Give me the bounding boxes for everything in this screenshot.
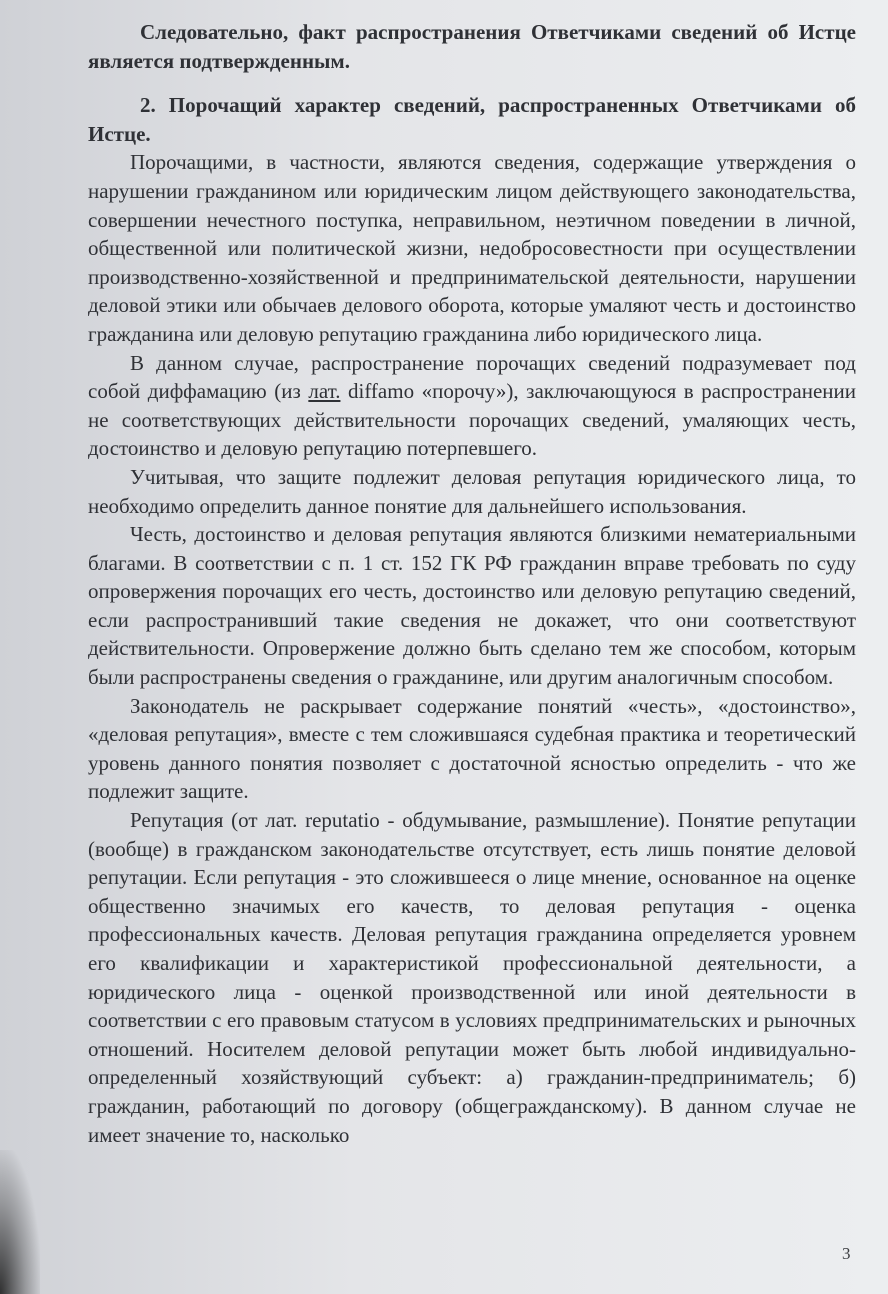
photo-shadow xyxy=(0,1150,40,1294)
paragraph-reputation: Репутация (от лат. reputatio - обдумывание, размышление). Понятие репутации (вообще) в гражданском законодательстве отсутствует, есть лишь понятие деловой репутации. Если репутация - это сложившееся о лице мнение, основанное на оценке общественно значимых его качеств, то деловая репутация - оценка профессиональных качеств. Деловая репутация гражданина определяется уровнем его квалификации и характеристикой профессиональной деятельности, а юридического лица - оценкой производственной или иной деятельности в соответствии с его правовым статусом в условиях предпринимательских и рыночных отношений. Носителем деловой репутации может быть любой индивидуально-определенный хозяйствующий субъект: а) гражданин-предприниматель; б) гражданин, работающий по договору (общегражданскому). В данном случае не имеет значение то, насколько xyxy=(88,808,856,1147)
page-number: 3 xyxy=(842,1244,851,1263)
section-heading: 2. Порочащий характер сведений, распространенных Ответчиками об Истце. xyxy=(88,93,856,146)
paragraph-defamation xyxy=(88,349,856,463)
paragraph-legislator: Законодатель не раскрывает содержание понятий «честь», «достоинство», «деловая репутация», вместе с тем сложившаяся судебная практика и теоретический уровень данного понятия позволяет с достаточной ясностью определить - что же подлежит защите. xyxy=(88,693,856,804)
paragraph-honor-dignity: Честь, достоинство и деловая репутация являются близкими нематериальными благами. В соответствии с п. 1 ст. 152 ГК РФ гражданин вправе требовать по суду опровержения порочащих его честь, достоинство или деловую репутацию сведений, если распространивший такие сведения не докажет, что они соответствуют действительности. Опровержение должно быть сделано тем же способом, которым были распространены сведения о гражданине, или другим аналогичным способом. xyxy=(88,522,856,690)
paragraph-business-reputation: Учитывая, что защите подлежит деловая репутация юридического лица, то необходимо определить данное понятие для дальнейшего использования. xyxy=(88,464,856,518)
paragraph-defamation-end: diffamo «порочу»), заключающуюся в распространении не соответствующих действительности порочащих сведений, умаляющих честь, достоинство и деловую репутацию потерпевшего. xyxy=(88,379,856,461)
paragraph-defamatory-definition: Порочащими, в частности, являются сведения, содержащие утверждения о нарушении гражданином или юридическим лицом действующего законодательства, совершении нечестного поступка, неправильном, неэтичном поведении в личной, общественной или политической жизни, недобросовестности при осуществлении производственно-хозяйственной и предпринимательской деятельности, нарушении деловой этики или обычаев делового оборота, которые умаляют честь и достоинство гражданина или деловую репутацию гражданина либо юридического лица. xyxy=(88,150,856,346)
latin-abbrev-link: лат. xyxy=(308,379,341,404)
intro-paragraph: Следовательно, факт распространения Ответчиками сведений об Истце является подтвержденным. xyxy=(88,20,856,73)
document-body xyxy=(88,18,856,1149)
paragraph-defamation-start: В данном случае, распространение порочащих сведений подразумевает под собой диффамацию (из xyxy=(88,350,856,404)
